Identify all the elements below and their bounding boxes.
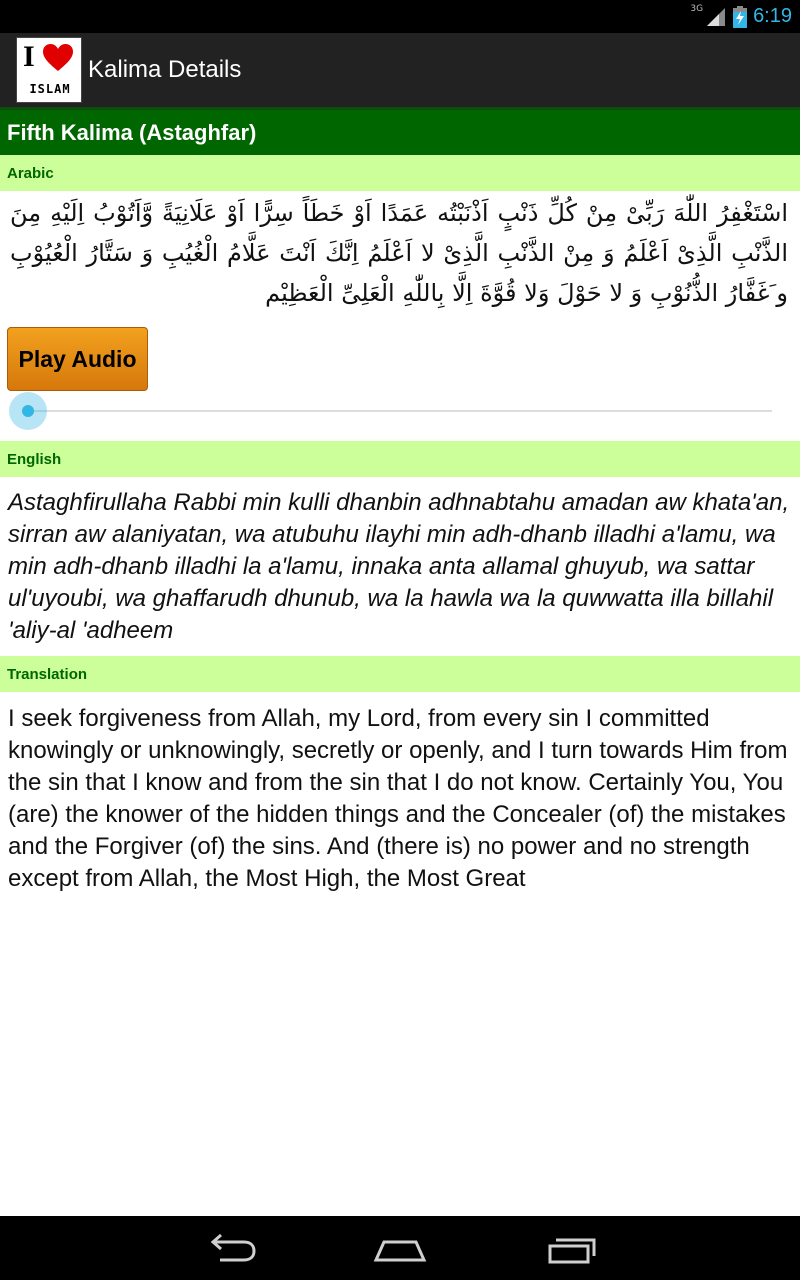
seek-thumb[interactable]: [22, 405, 34, 417]
translation-section-label: Translation: [0, 656, 800, 692]
home-icon[interactable]: [370, 1230, 430, 1266]
status-bar: [0, 0, 800, 33]
back-icon[interactable]: [200, 1230, 260, 1266]
transliteration-text: Astaghfirullaha Rabbi min kulli dhanbin adhnabtahu amadan aw khata'an, sirran aw alaniyatan, wa atubuhu ilayhi min adh-dhanb illadhi a'lamu, wa min adh-dhanb illadhi la a'lamu, innaka anta allamal ghuyub, wa sattar ul'uyoubi, wa ghaffarudh dhunub, wa la hawla wa la quwwatta illa billahil 'aliy-al 'adheem: [8, 489, 790, 644]
network-type-label: 3G: [690, 3, 704, 14]
arabic-text: اسْتَغْفِرُ اللّٰهَ رَبِّىْ مِنْ كُلِّ ذَنْبٍ اَذْنَبْتُه عَمَدًا اَوْ خَطَاً سِرًّا اَوْ عَلَانِيَةً وَّاَتُوْبُ اِلَيْهِ مِنَ الذَّنْبِ الَّذِىْ اَعْلَمُ وَ مِنْ الذَّنْبِ الَّذِىْ لا اَعْلَمُ اِنَّكَ اَنْتَ عَلَّامُ الْغُيُبِ وَ سَتَّارُ الْعُيُوْبِ و َغَفَّارُ الذُّنُوْبِ وَ لا حَوْلَ وَلا قُوَّةَ اِلَّا بِاللّٰهِ الْعَلِىِّ الْعَظِيْم: [10, 199, 788, 307]
app-logo[interactable]: [16, 37, 82, 103]
arabic-section-label: Arabic: [0, 155, 800, 191]
logo-word: ISLAM: [29, 82, 71, 96]
status-icons: [690, 0, 792, 33]
english-section-label: English: [0, 441, 800, 477]
signal-icon: [705, 6, 727, 28]
play-audio-button[interactable]: Play Audio: [7, 327, 148, 391]
kalima-title: Fifth Kalima (Astaghfar): [0, 107, 800, 155]
heart-icon: [43, 44, 73, 72]
screen-title: Kalima Details: [88, 56, 242, 83]
logo-letter: I: [23, 40, 35, 73]
audio-seek-bar[interactable]: [28, 410, 772, 412]
battery-charging-icon: [733, 6, 747, 28]
action-bar: [0, 33, 800, 107]
clock: 6:19: [753, 5, 792, 27]
navigation-bar: [0, 1216, 800, 1280]
translation-text: I seek forgiveness from Allah, my Lord, from every sin I committed knowingly or unknowingly, secretly or openly, and I turn towards Him from the sin that I know and from the sin that I do not know. Certainly You, You (are) the knower of the hidden things and the Concealer (of) the mistakes and the Forgiver (of) the sins. And (there is) no power and no strength except from Allah, the Most High, the Most Great: [8, 705, 788, 892]
recent-apps-icon[interactable]: [542, 1230, 602, 1266]
